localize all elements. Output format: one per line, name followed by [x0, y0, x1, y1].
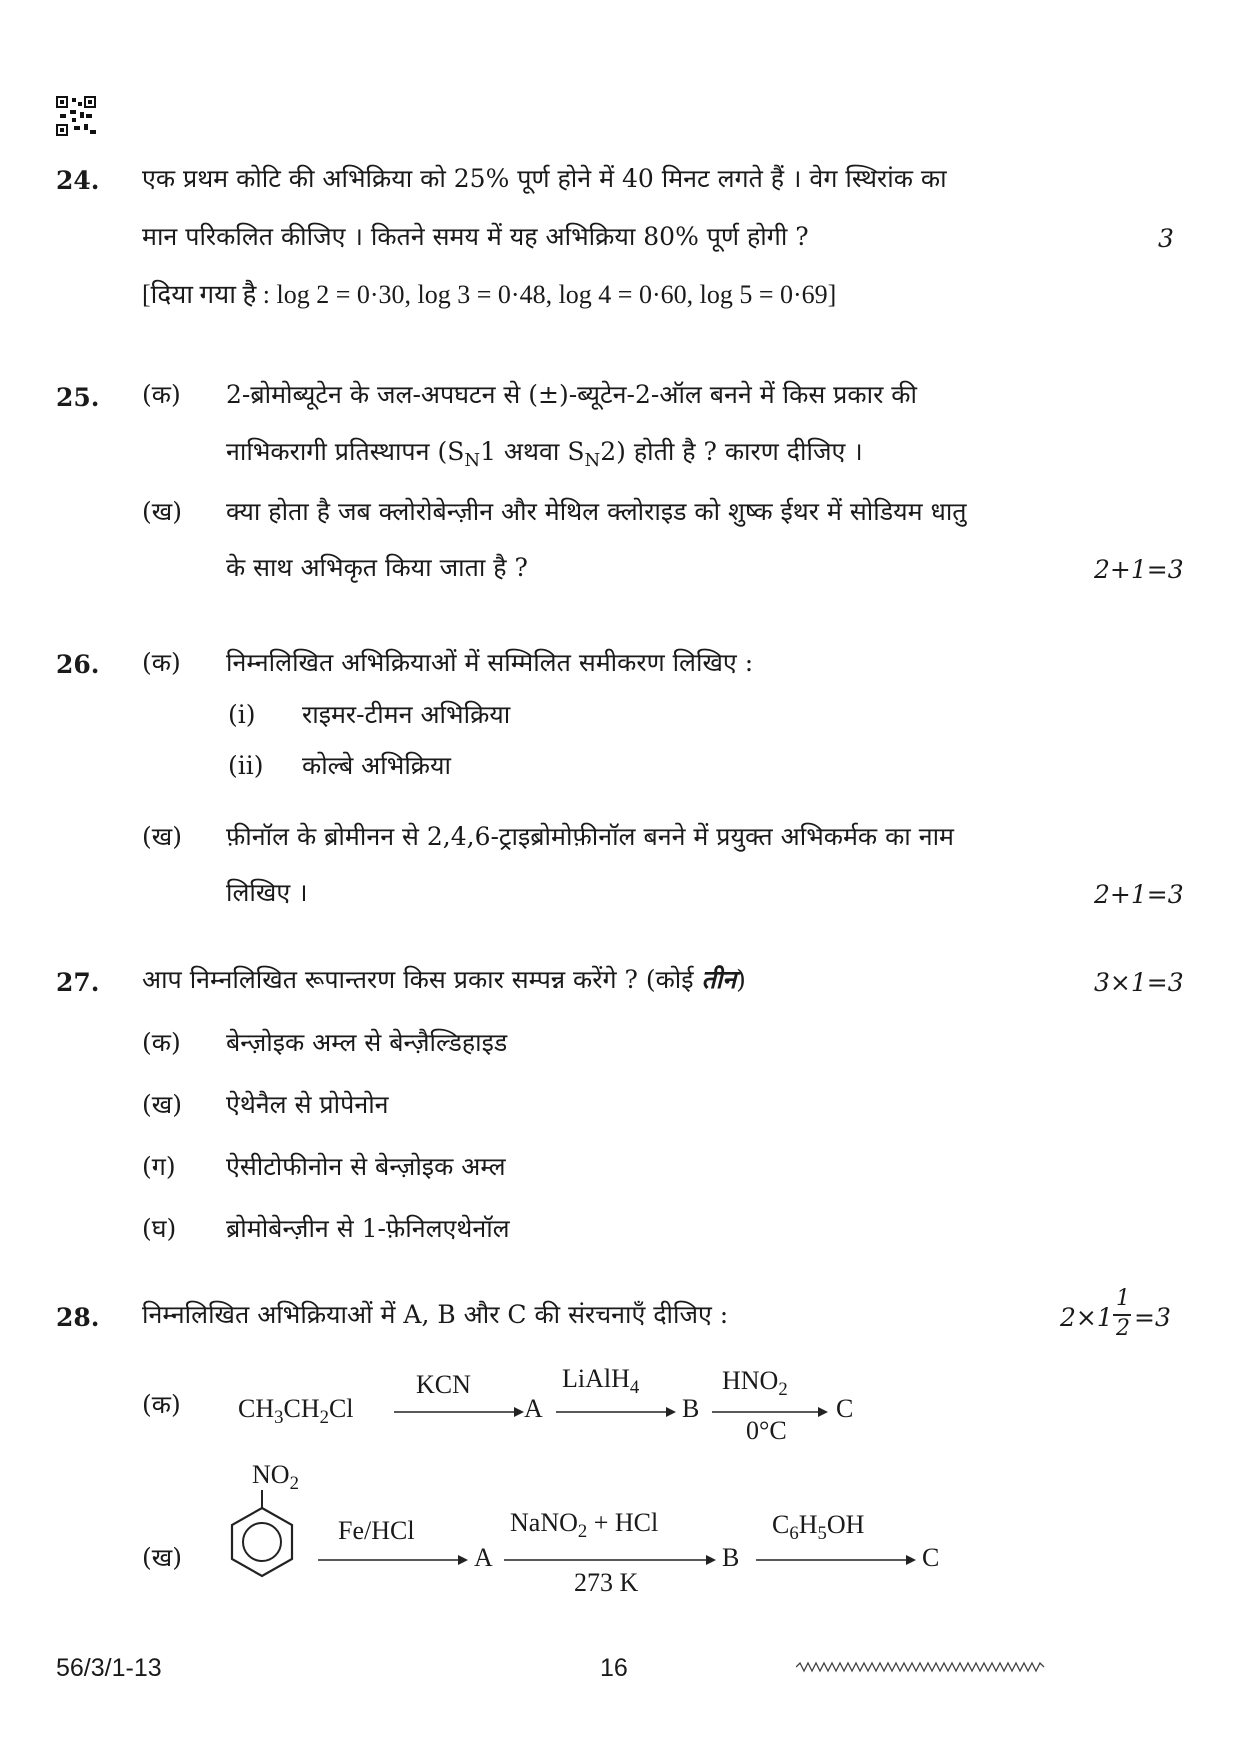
- part-label: (घ): [142, 1214, 177, 1243]
- fraction-numerator: 1: [1116, 1286, 1130, 1311]
- emphasis: तीन: [701, 965, 737, 994]
- part-label: (क): [142, 1028, 181, 1057]
- reaction-arrow: [504, 1553, 716, 1567]
- subpart-text: राइमर-टीमन अभिक्रिया: [302, 700, 511, 729]
- subscript: N: [464, 449, 481, 471]
- reaction-arrow: [394, 1405, 524, 1419]
- marks: 3×1=3: [1094, 968, 1184, 997]
- question-number: 24.: [56, 166, 100, 195]
- page-number: 16: [600, 1654, 628, 1682]
- subpart-text: कोल्बे अभिक्रिया: [302, 751, 451, 780]
- part-label: (ख): [142, 822, 182, 851]
- marks: 3: [1158, 224, 1174, 253]
- text-fragment: 2) होती है ? कारण दीजिए ।: [600, 437, 863, 466]
- subscript: N: [584, 449, 601, 471]
- qr-code: [56, 96, 96, 140]
- marks: [1060, 1286, 1180, 1350]
- question-number: 25.: [56, 383, 100, 412]
- part-text: ब्रोमोबेन्ज़ीन से 1-फ़ेनिलएथेनॉल: [226, 1214, 510, 1243]
- question-text-line: [142, 965, 746, 995]
- question-number: 27.: [56, 968, 100, 997]
- question-text-line: 2-ब्रोमोब्यूटेन के जल-अपघटन से (±)-ब्यूटेन-2-ऑल बनने में किस प्रकार की: [226, 380, 917, 409]
- text-fragment: नाभिकरागी प्रतिस्थापन (S: [226, 437, 465, 466]
- question-text-line: लिखिए ।: [226, 878, 308, 907]
- given-data-line: [दिया गया है : log 2 = 0·30, log 3 = 0·48, log 4 = 0·60, log 5 = 0·69]: [142, 280, 837, 309]
- part-label: (क): [142, 648, 181, 677]
- benzene-ring-icon: [226, 1490, 298, 1586]
- question-number: 28.: [56, 1303, 100, 1332]
- product-label: C: [922, 1543, 940, 1572]
- condition: 273 K: [574, 1568, 639, 1597]
- reagent: $HNO_2$: [722, 1366, 788, 1400]
- condition: 0°C: [746, 1416, 787, 1445]
- part-text: ऐसीटोफीनोन से बेन्ज़ोइक अम्ल: [226, 1152, 506, 1181]
- part-text: बेन्ज़ोइक अम्ल से बेन्ज़ैल्डिहाइड: [226, 1028, 508, 1057]
- subpart-label: (i): [228, 700, 256, 729]
- part-label: (ग): [142, 1152, 176, 1181]
- question-text-line: निम्नलिखित अभिक्रियाओं में सम्मिलित समीकरण लिखिए :: [226, 648, 754, 677]
- part-label: (ख): [142, 1090, 182, 1119]
- marks: 2+1=3: [1094, 880, 1184, 909]
- reagent: LiAlH$_4$: [562, 1364, 640, 1398]
- text-fragment: ): [736, 965, 746, 994]
- marks: 2+1=3: [1094, 555, 1184, 584]
- part-text: ऐथेनैल से प्रोपेनोन: [226, 1090, 389, 1119]
- text-fragment: 1 अथवा S: [480, 437, 585, 466]
- question-text-line: फ़ीनॉल के ब्रोमीनन से 2,4,6-ट्राइब्रोमोफ़ीनॉल बनने में प्रयुक्त अभिकर्मक का नाम: [226, 822, 955, 851]
- product-label: C: [836, 1394, 854, 1423]
- question-text-line: क्या होता है जब क्लोरोबेन्ज़ीन और मेथिल क्लोराइड को शुष्क ईथर में सोडियम धातु: [226, 497, 967, 526]
- marks-total: =3: [1134, 1303, 1171, 1332]
- decorative-wave: [796, 1660, 1046, 1674]
- part-label: (ख): [142, 497, 182, 526]
- product-label: B: [682, 1394, 700, 1423]
- product-label: A: [524, 1394, 543, 1423]
- question-text-line: निम्नलिखित अभिक्रियाओं में A, B और C की संरचनाएँ दीजिए :: [142, 1300, 729, 1329]
- product-label: A: [474, 1543, 493, 1572]
- reaction-arrow: [756, 1553, 916, 1567]
- reaction-arrow: [556, 1405, 676, 1419]
- part-label: (क): [142, 1390, 181, 1419]
- product-label: B: [722, 1543, 740, 1572]
- reagent: KCN: [416, 1370, 471, 1399]
- substituent: $NO_2$: [252, 1460, 299, 1494]
- part-label: (ख): [142, 1543, 182, 1572]
- paper-code: 56/3/1-13: [56, 1654, 162, 1682]
- reagent: NaNO$_2$ + HCl: [510, 1508, 659, 1542]
- reaction-arrow: [318, 1553, 468, 1567]
- part-label: (क): [142, 380, 181, 409]
- text-fragment: आप निम्नलिखित रूपान्तरण किस प्रकार सम्पन्न करेंगे ? (कोई: [142, 965, 702, 994]
- question-text-line: मान परिकलित कीजिए । कितने समय में यह अभिक्रिया 80% पूर्ण होगी ?: [142, 222, 809, 251]
- reagent: Fe/HCl: [338, 1516, 415, 1545]
- question-text-line: के साथ अभिकृत किया जाता है ?: [226, 553, 528, 582]
- question-text-line: एक प्रथम कोटि की अभिक्रिया को 25% पूर्ण होने में 40 मिनट लगते हैं । वेग स्थिरांक का: [142, 164, 947, 193]
- marks-whole: 2×1: [1060, 1303, 1113, 1332]
- question-number: 26.: [56, 650, 100, 679]
- subpart-label: (ii): [228, 751, 264, 780]
- fraction-denominator: 2: [1116, 1316, 1130, 1341]
- reagent: $C_6H_5OH$: [772, 1510, 865, 1544]
- reactant: $CH_3CH_2Cl$: [238, 1394, 354, 1428]
- question-text-line: [226, 437, 863, 471]
